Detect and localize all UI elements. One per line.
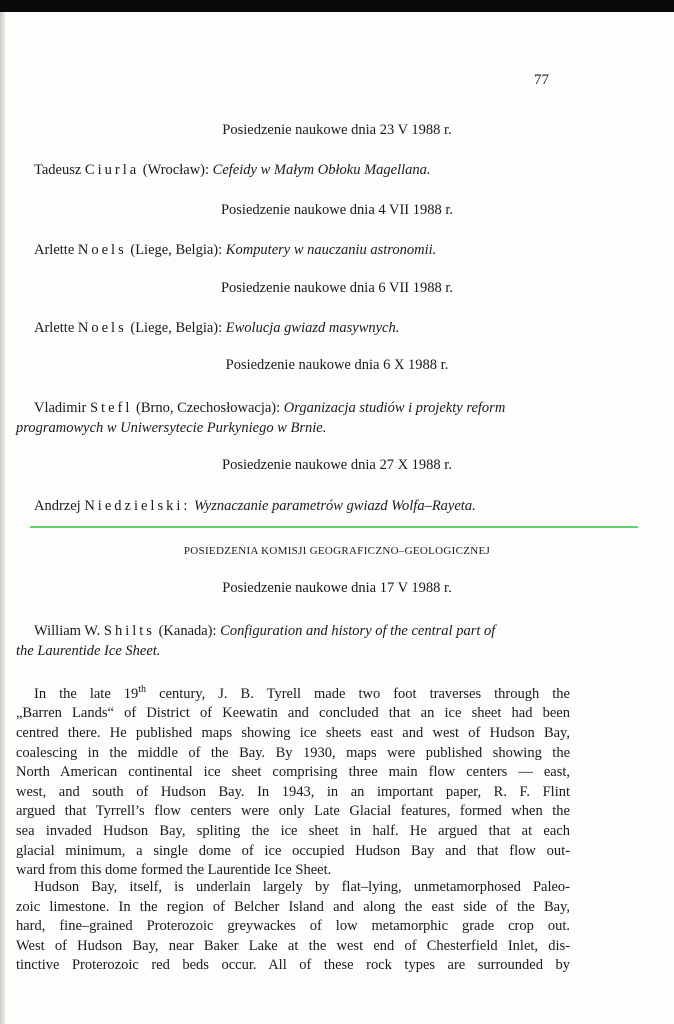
author-surname: Niedzielski: — [84, 498, 191, 514]
author-surname: Shilts — [103, 623, 155, 639]
author-first-name: Arlette — [34, 242, 75, 258]
author-surname: Stefl — [89, 400, 133, 416]
paragraph-line: North American continental ice sheet comprising three main flow centers — east, — [16, 764, 570, 781]
paragraph-line: ward from this dome formed the Laurentide Ice Sheet. — [16, 862, 332, 879]
session-entry — [34, 496, 476, 516]
paragraph-line: Hudson Bay, itself, is underlain largely by flat–lying, unmetamorphosed Paleo- — [34, 879, 570, 895]
author-first-name: Andrzej — [34, 498, 81, 514]
section-divider — [30, 526, 638, 528]
session-heading: Posiedzenie naukowe dnia 27 X 1988 r. — [222, 457, 452, 473]
talk-title: Ewolucja gwiazd masywnych. — [225, 320, 400, 336]
author-first-name: Arlette — [34, 320, 75, 336]
paragraph-line: West of Hudson Bay, near Baker Lake at the west end of Chesterfield Inlet, dis- — [16, 937, 570, 954]
author-first-name: Tadeusz — [34, 162, 82, 178]
talk-title: Cefeidy w Małym Obłoku Magellana. — [212, 162, 431, 178]
session-entry — [34, 160, 431, 180]
paragraph-line: coalescing in the middle of the Bay. By 1930, maps were published showing the — [16, 744, 570, 761]
paragraph-line: centred there. He published maps showing ice sheets east and west of Hudson Bay, — [16, 725, 570, 742]
paragraph-line: tinctive Proterozoic red beds occur. All of these rock types are surrounded by — [16, 957, 570, 974]
author-first-name: Vladimir — [34, 400, 87, 416]
session-heading: Posiedzenie naukowe dnia 4 VII 1988 r. — [220, 202, 454, 218]
paragraph-line: west, and south of Hudson Bay. In 1943, in an important paper, R. F. Flint — [16, 783, 570, 800]
abstract-paragraph — [16, 680, 570, 881]
session-entry — [34, 398, 505, 418]
paragraph-line: glacial minimum, a single dome of ice occupied Hudson Bay and that flow out- — [16, 842, 570, 859]
session-heading: Posiedzenie naukowe dnia 6 VII 1988 r. — [220, 280, 454, 296]
paragraph-line: sea invaded Hudson Bay, spliting the ice sheet in half. He argued that at each — [16, 822, 570, 839]
session-heading: Posiedzenie naukowe dnia 23 V 1988 r. — [222, 122, 452, 138]
author-first-name: William W. — [34, 623, 101, 639]
talk-title: Configuration and history of the central part of — [220, 623, 496, 639]
talk-title: Komputery w nauczaniu astronomii. — [225, 242, 437, 258]
paragraph-line: argued that Tyrrell’s flow centers were only Late Glacial features, formed when the — [16, 803, 570, 820]
author-surname: Ciurla — [84, 162, 140, 178]
session-entry-continued — [16, 641, 160, 661]
session-entry — [34, 318, 399, 338]
commission-heading: POSIEDZENIA KOMISJI GEOGRAFICZNO–GEOLOGICZNEJ — [183, 545, 491, 557]
session-heading: Posiedzenie naukowe dnia 6 X 1988 r. — [225, 357, 449, 373]
paragraph-line: „Barren Lands“ of District of Keewatin and concluded that an ice sheet had been — [16, 705, 570, 722]
talk-title-continued: programowych w Uniwersytecie Purkyniego w Brnie. — [16, 420, 327, 436]
session-entry — [34, 240, 436, 260]
paragraph-line: In the late 19th century, J. B. Tyrell made two foot traverses through the — [34, 684, 570, 702]
page-number: 77 — [534, 72, 549, 88]
talk-title: Organizacja studiów i projekty reform — [283, 400, 506, 416]
talk-title: Wyznaczanie parametrów gwiazd Wolfa–Rayeta. — [194, 498, 476, 514]
session-entry — [34, 621, 495, 641]
session-entry-continued — [16, 418, 326, 438]
talk-title-continued: the Laurentide Ice Sheet. — [16, 643, 161, 659]
author-affiliation: (Brno, Czechosłowacja): — [136, 400, 281, 416]
author-surname: Noels — [77, 320, 127, 336]
scan-left-edge — [0, 12, 5, 1024]
author-affiliation: (Liege, Belgia): — [130, 320, 223, 336]
paragraph-line: hard, fine–grained Proterozoic greywackes of low metamorphic grade crop out. — [16, 918, 570, 935]
author-affiliation: (Wrocław): — [142, 162, 210, 178]
author-affiliation: (Liege, Belgia): — [130, 242, 223, 258]
author-affiliation: (Kanada): — [158, 623, 217, 639]
paragraph-line: zoic limestone. In the region of Belcher Island and along the east side of the Bay, — [16, 898, 570, 915]
author-surname: Noels — [77, 242, 127, 258]
scan-top-border — [0, 0, 674, 12]
session-heading: Posiedzenie naukowe dnia 17 V 1988 r. — [222, 580, 452, 596]
abstract-paragraph — [16, 878, 570, 976]
